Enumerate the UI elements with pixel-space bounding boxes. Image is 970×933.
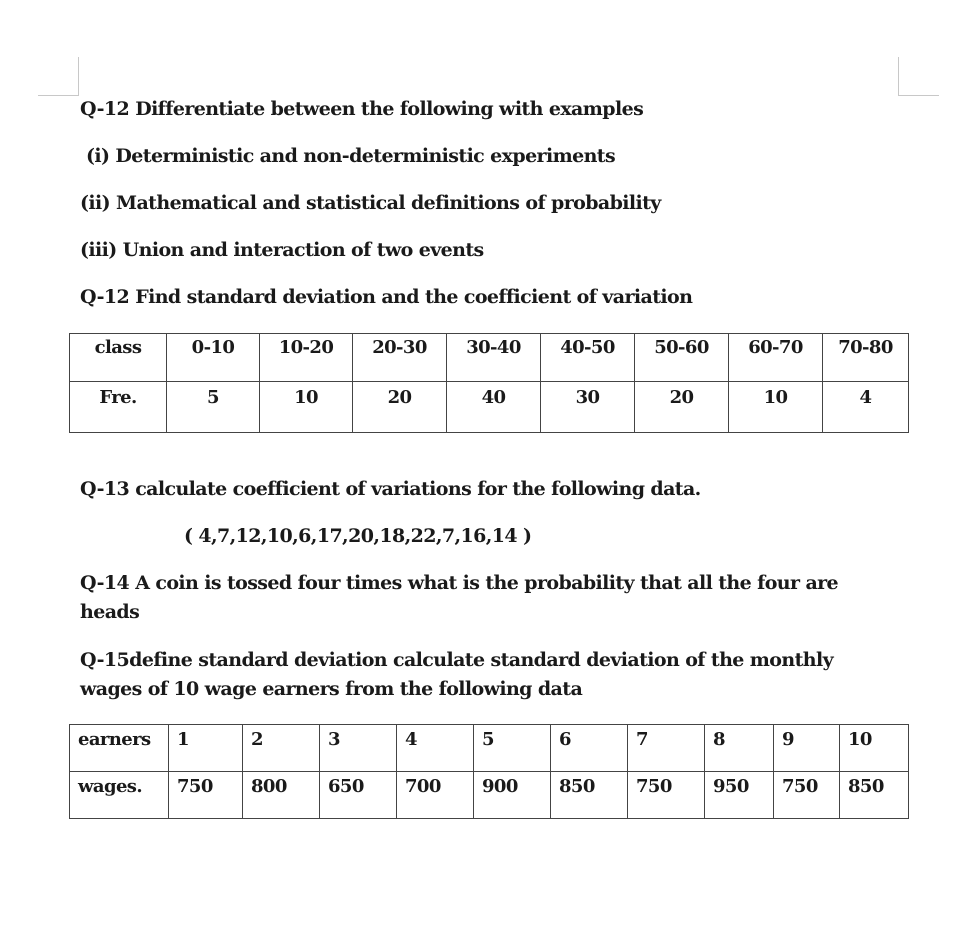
class-cell: 60-70 xyxy=(729,334,823,382)
earner-cell: 8 xyxy=(705,725,774,772)
earner-cell: 10 xyxy=(840,725,909,772)
class-cell: 20-30 xyxy=(353,334,447,382)
class-cell: 30-40 xyxy=(447,334,541,382)
wages-table xyxy=(69,724,909,819)
wage-cell: 650 xyxy=(320,772,397,819)
q13-data: ( 4,7,12,10,6,17,20,18,22,7,16,14 ) xyxy=(184,525,532,547)
frequency-cell: 4 xyxy=(823,382,909,433)
wages-row-label: wages. xyxy=(70,772,169,819)
q12a-item-1: (i) Deterministic and non-deterministic experiments xyxy=(86,145,616,167)
q15-text: Q-15define standard deviation calculate standard deviation of the monthly wages of 10 wage earners from the following data xyxy=(80,649,834,700)
q12b-heading: Q-12 Find standard deviation and the coefficient of variation xyxy=(80,286,693,308)
wage-cell: 950 xyxy=(705,772,774,819)
frequency-cell: 10 xyxy=(260,382,353,433)
q12a-heading: Q-12 Differentiate between the following with examples xyxy=(80,98,644,120)
class-cell: 40-50 xyxy=(541,334,635,382)
class-frequency-table xyxy=(69,333,909,433)
wage-cell: 750 xyxy=(774,772,840,819)
earner-cell: 4 xyxy=(397,725,474,772)
class-cell: 0-10 xyxy=(167,334,260,382)
q14-text: Q-14 A coin is tossed four times what is the probability that all the four are heads xyxy=(80,572,839,623)
earner-cell: 1 xyxy=(169,725,243,772)
wage-cell: 750 xyxy=(628,772,705,819)
earner-cell: 3 xyxy=(320,725,397,772)
frequency-cell: 10 xyxy=(729,382,823,433)
frequency-cell: 5 xyxy=(167,382,260,433)
frequency-cell: 20 xyxy=(353,382,447,433)
class-cell: 50-60 xyxy=(635,334,729,382)
wage-cell: 800 xyxy=(243,772,320,819)
class-cell: 10-20 xyxy=(260,334,353,382)
wage-cell: 750 xyxy=(169,772,243,819)
wage-cell: 850 xyxy=(551,772,628,819)
earners-row-label: earners xyxy=(70,725,169,772)
q12a-item-2: (ii) Mathematical and statistical definitions of probability xyxy=(80,192,661,214)
class-cell: 70-80 xyxy=(823,334,909,382)
frequency-row-label: Fre. xyxy=(70,382,167,433)
earner-cell: 7 xyxy=(628,725,705,772)
earner-cell: 2 xyxy=(243,725,320,772)
earner-cell: 5 xyxy=(474,725,551,772)
frequency-cell: 20 xyxy=(635,382,729,433)
frequency-cell: 30 xyxy=(541,382,635,433)
wage-cell: 850 xyxy=(840,772,909,819)
q12a-item-3: (iii) Union and interaction of two events xyxy=(80,239,484,261)
earner-cell: 9 xyxy=(774,725,840,772)
frequency-cell: 40 xyxy=(447,382,541,433)
wage-cell: 900 xyxy=(474,772,551,819)
class-row-label: class xyxy=(70,334,167,382)
q13-heading: Q-13 calculate coefficient of variations for the following data. xyxy=(80,478,701,500)
wage-cell: 700 xyxy=(397,772,474,819)
earner-cell: 6 xyxy=(551,725,628,772)
